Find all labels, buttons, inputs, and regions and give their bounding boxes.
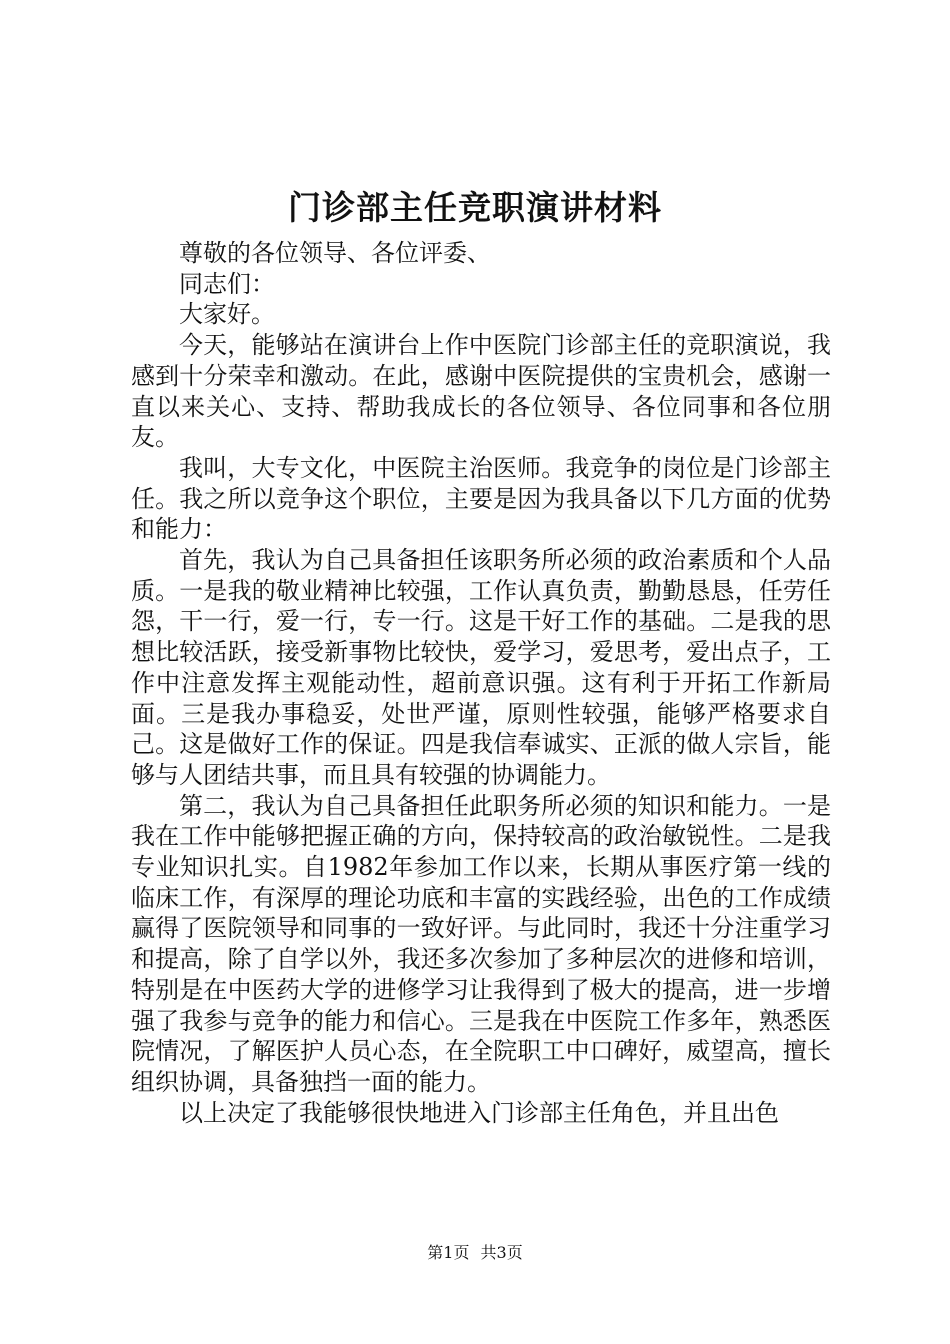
document-title: 门诊部主任竞职演讲材料 (288, 188, 662, 227)
paragraph-first-qualities: 首先，我认为自己具备担任该职务所必须的政治素质和个人品质。一是我的敬业精神比较强，工作认真负责，勤勤恳恳，任劳任怨，干一行，爱一行，专一行。这是干好工作的基础。二是我的思想比较活跃，接受新事物比较快，爱学习，爱思考，爱出点子，工作中注意发挥主观能动性，超前意识强。这有利于开拓工作新局面。三是我办事稳妥，处世严谨，原则性较强，能够严格要求自己。这是做好工作的保证。四是我信奉诚实、正派的做人宗旨，能够与人团结共事，而且具有较强的协调能力。 (131, 546, 831, 789)
document-body (131, 238, 831, 1128)
paragraph-intro: 今天，能够站在演讲台上作中医院门诊部主任的竞职演说，我感到十分荣幸和激动。在此，感谢中医院提供的宝贵机会，感谢一直以来关心、支持、帮助我成长的各位领导、各位同事和各位朋友。 (131, 331, 831, 452)
paragraph-self-introduction: 我叫，大专文化，中医院主治医师。我竞争的岗位是门诊部主任。我之所以竞争这个职位，主要是因为我具备以下几方面的优势和能力： (131, 453, 831, 544)
salutation-line-1: 尊敬的各位领导、各位评委、 (179, 239, 491, 267)
page-footer (0, 1242, 950, 1264)
greeting-line: 大家好。 (179, 300, 275, 329)
salutation-line-2: 同志们： (179, 269, 275, 298)
paragraph-conclusion: 以上决定了我能够很快地进入门诊部主任角色，并且出色 (179, 1098, 779, 1127)
page-total: 共3页 (480, 1243, 523, 1262)
paragraph-second-abilities: 第二，我认为自己具备担任此职务所必须的知识和能力。一是我在工作中能够把握正确的方向，保持较高的政治敏锐性。二是我专业知识扎实。自1982年参加工作以来，长期从事医疗第一线的临床工作，有深厚的理论功底和丰富的实践经验，出色的工作成绩赢得了医院领导和同事的一致好评。与此同时，我还十分注重学习和提高，除了自学以外，我还多次参加了多种层次的进修和培训，特别是在中医药大学的进修学习让我得到了极大的提高，进一步增强了我参与竞争的能力和信心。三是我在中医院工作多年，熟悉医院情况，了解医护人员心态，在全院职工中口碑好，威望高，擅长组织协调，具备独挡一面的能力。 (131, 791, 831, 1096)
page-number: 第1页 (427, 1243, 470, 1262)
